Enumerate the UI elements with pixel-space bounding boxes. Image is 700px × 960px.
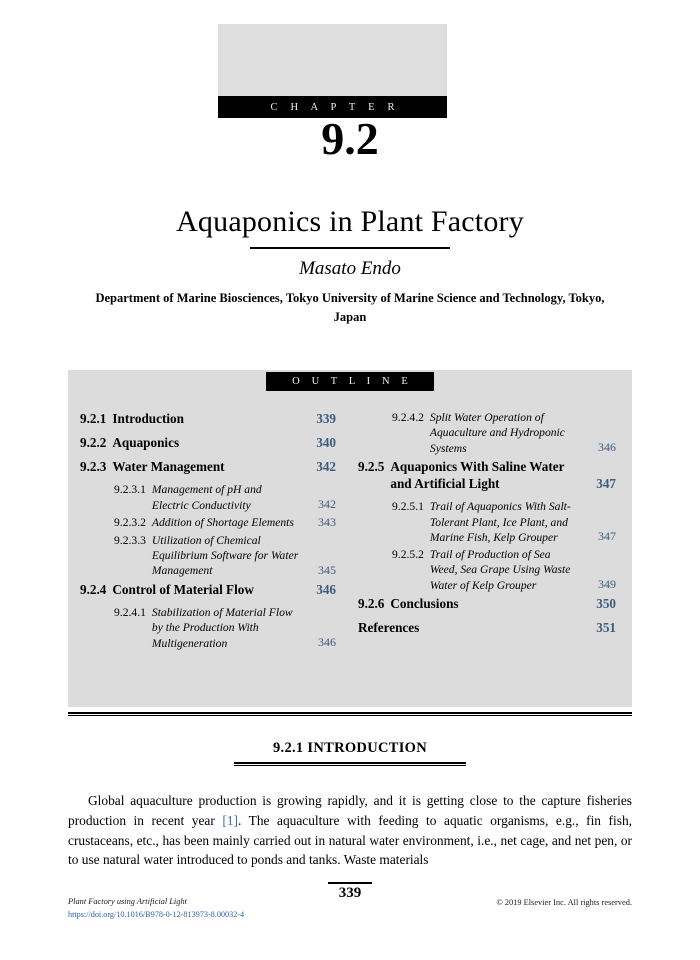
outline-entry-number: 9.2.4 (80, 581, 107, 597)
outline-entry-title: Aquaponics With Saline Water and Artificial Light (390, 458, 565, 492)
outline-entry-page: 349 (598, 577, 616, 592)
outline-entry-label (358, 458, 580, 492)
outline-entry-label (80, 434, 300, 451)
outline-entry-title: Trail of Production of Sea Weed, Sea Grape Using Waste Water of Kelp Grouper (429, 548, 571, 592)
outline-entry-title: Split Water Operation of Aquaculture and Hydroponic Systems (429, 411, 565, 455)
intro-paragraph (68, 791, 632, 869)
outline-entry-number: 9.2.3 (80, 459, 107, 475)
outline-entry-title: Utilization of Chemical Equilibrium Software for Water Management (151, 533, 299, 578)
chapter-header-block (218, 24, 447, 118)
paragraph-part-2: . The aquaculture with feeding to aquatic organisms, e.g., fin fish, crustaceans, etc., has been mainly carried out in natural water environment, i.e., net cage, and net pen, or to use natural water introduced to ponds and tanks. Waste materials (68, 812, 632, 868)
outline-entry-title: Management of pH and Electric Conductivity (151, 483, 262, 512)
footer-doi-link[interactable]: https://doi.org/10.1016/B978-0-12-813973-8.00032-4 (68, 910, 245, 920)
footer-copyright: © 2019 Elsevier Inc. All rights reserved. (496, 898, 632, 907)
author-name: Masato Endo (299, 257, 401, 279)
outline-entry-page: 351 (596, 620, 616, 636)
section-heading: 9.2.1 INTRODUCTION (272, 740, 428, 756)
outline-entry-level1[interactable] (358, 619, 616, 636)
outline-entry-number: 9.2.2 (80, 435, 107, 451)
outline-entry-level2[interactable] (80, 605, 336, 651)
outline-entry-page: 345 (318, 562, 336, 577)
outline-entry-level2[interactable] (80, 533, 336, 579)
outline-entry-number: 9.2.4.1 (114, 605, 146, 619)
section-rule-thin (234, 765, 466, 766)
chapter-number: 9.2 (321, 113, 379, 164)
outline-entry-title: Conclusions (390, 595, 459, 611)
outline-entry-page: 343 (318, 515, 336, 530)
chapter-banner-label: C H A P T E R (270, 101, 400, 113)
outline-entry-label (392, 547, 580, 593)
outline-column-right (350, 410, 632, 653)
outline-entry-level1[interactable] (80, 434, 336, 451)
outline-entry-level1[interactable] (80, 410, 336, 427)
outline-entry-page: 347 (598, 529, 616, 544)
footer-book-title: Plant Factory using Artificial Light (68, 897, 187, 906)
outline-entry-label (80, 410, 300, 427)
outline-box (68, 370, 632, 707)
section-heading-block (0, 740, 700, 766)
outline-columns (68, 410, 632, 653)
folio-rule (328, 882, 372, 884)
outline-entry-page: 350 (596, 595, 616, 611)
outline-entry-label (80, 458, 300, 475)
outline-entry-number: 9.2.3.1 (114, 483, 146, 497)
outline-entry-number: 9.2.5.2 (392, 548, 424, 562)
outline-entry-label (80, 581, 300, 598)
outline-entry-level2[interactable] (80, 482, 336, 513)
outline-entry-label (392, 410, 580, 456)
citation-link-1[interactable]: [1] (222, 812, 238, 828)
outline-entry-label (358, 595, 580, 612)
paragraph-part-1: Global aquaculture production is growing rapidly, and it is getting close to the capture fisheries production in recent year (68, 793, 632, 828)
outline-entry-level1[interactable] (358, 595, 616, 612)
outline-entry-number: 9.2.3.2 (114, 516, 146, 530)
outline-entry-label (114, 533, 300, 579)
outline-entry-title: Introduction (112, 411, 184, 426)
author-affiliation: Department of Marine Biosciences, Tokyo University of Marine Science and Technology, Tokyo, Japan (95, 290, 605, 324)
outline-entry-title: Stabilization of Material Flow by the Production With Multigeneration (151, 605, 293, 650)
chapter-header-gray-panel (218, 24, 447, 96)
outline-banner-label: O U T L I N E (292, 376, 413, 387)
outline-entry-title: Trail of Aquaponics With Salt-Tolerant Plant, Ice Plant, and Marine Fish, Kelp Grouper (429, 500, 571, 544)
outline-entry-page: 339 (316, 411, 336, 426)
outline-entry-label (114, 482, 300, 513)
outline-entry-page: 347 (596, 476, 616, 492)
outline-entry-label (358, 619, 580, 636)
chapter-title: Aquaponics in Plant Factory (176, 205, 524, 238)
title-underline-rule (250, 247, 450, 249)
outline-entry-page: 342 (316, 459, 336, 475)
outline-entry-title: References (358, 620, 420, 636)
page-number: 339 (338, 885, 362, 901)
outline-entry-title: Water Management (112, 459, 225, 475)
title-block (0, 205, 700, 327)
outline-entry-title: Addition of Shortage Elements (151, 516, 294, 530)
outline-entry-level2[interactable] (358, 410, 616, 456)
page-footer (68, 885, 632, 936)
outline-bottom-rule (68, 712, 632, 716)
outline-entry-page: 346 (318, 635, 336, 649)
outline-entry-page: 340 (316, 435, 336, 451)
outline-banner (266, 372, 434, 391)
outline-entry-number: 9.2.5.1 (392, 500, 424, 514)
outline-entry-page: 346 (598, 440, 616, 455)
outline-column-left (68, 410, 350, 653)
outline-entry-level2[interactable] (358, 547, 616, 593)
outline-entry-page: 346 (316, 581, 336, 597)
outline-entry-label (392, 499, 580, 545)
outline-entry-number: 9.2.4.2 (392, 411, 424, 424)
footer-left-block (68, 896, 244, 921)
outline-entry-level2[interactable] (80, 515, 336, 531)
outline-entry-title: Aquaponics (112, 435, 180, 451)
outline-entry-label (114, 605, 300, 651)
outline-entry-level1[interactable] (358, 458, 616, 492)
outline-entry-level2[interactable] (358, 499, 616, 545)
outline-entry-number: 9.2.3.3 (114, 533, 146, 547)
outline-entry-title: Control of Material Flow (112, 581, 254, 597)
outline-entry-number: 9.2.1 (80, 411, 107, 426)
outline-entry-label (114, 515, 300, 530)
section-heading-rule (234, 762, 466, 766)
outline-entry-level1[interactable] (80, 458, 336, 475)
outline-entry-page: 342 (318, 497, 336, 512)
outline-entry-number: 9.2.5 (358, 458, 385, 474)
rule-thin (68, 715, 632, 716)
outline-entry-level1[interactable] (80, 581, 336, 598)
outline-entry-number: 9.2.6 (358, 595, 385, 611)
page-folio (310, 882, 390, 902)
